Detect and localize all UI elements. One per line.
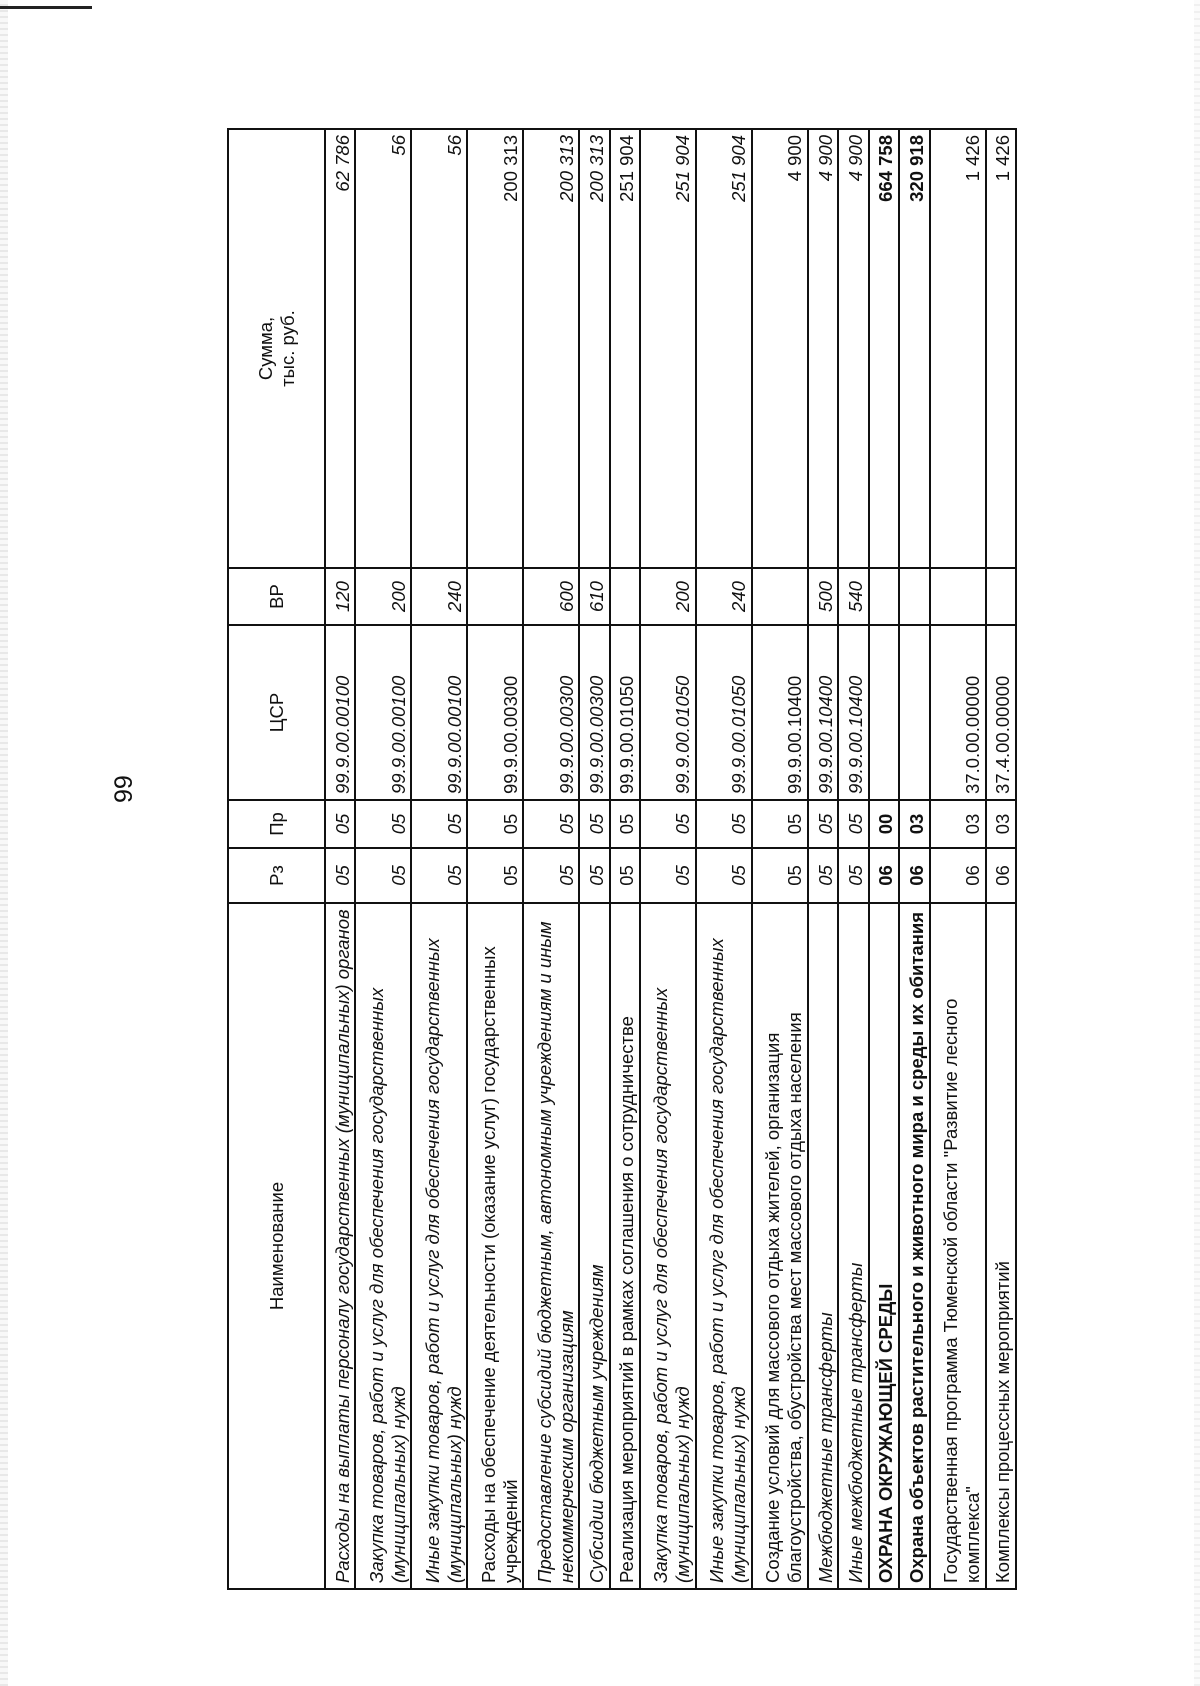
cell-sum: 4 900 xyxy=(838,129,868,568)
cell-csr: 99.9.00.10400 xyxy=(838,625,868,800)
cell-vr: 610 xyxy=(579,568,609,625)
cell-sum: 320 918 xyxy=(899,129,929,568)
cell-name: Предоставление субсидий бюджетным, автономным учреждениям и иным некоммерческим организациям xyxy=(523,903,579,1589)
cell-name: Закупка товаров, работ и услуг для обеспечения государственных (муниципальных) нужд xyxy=(640,903,696,1589)
cell-csr: 99.9.00.00100 xyxy=(411,625,467,800)
cell-rz: 06 xyxy=(986,848,1016,903)
cell-name: Иные межбюджетные трансферты xyxy=(838,903,868,1589)
table-row xyxy=(355,129,411,1589)
cell-pr: 05 xyxy=(838,800,868,848)
cell-rz: 05 xyxy=(838,848,868,903)
cell-vr: 600 xyxy=(523,568,579,625)
cell-sum: 251 904 xyxy=(610,129,640,568)
scan-edge-right xyxy=(1194,0,1200,1686)
table-row xyxy=(411,129,467,1589)
cell-sum: 4 900 xyxy=(752,129,808,568)
cell-csr: 99.9.00.00300 xyxy=(579,625,609,800)
cell-vr: 120 xyxy=(325,568,355,625)
header-csr: ЦСР xyxy=(228,625,325,800)
cell-name: Расходы на обеспечение деятельности (оказание услуг) государственных учреждений xyxy=(467,903,523,1589)
cell-name: Закупка товаров, работ и услуг для обеспечения государственных (муниципальных) нужд xyxy=(355,903,411,1589)
table-row xyxy=(838,129,868,1589)
cell-rz: 05 xyxy=(808,848,838,903)
table-row xyxy=(869,129,899,1589)
header-sum xyxy=(228,129,325,568)
cell-rz: 05 xyxy=(467,848,523,903)
cell-pr: 05 xyxy=(752,800,808,848)
table-row xyxy=(899,129,929,1589)
scan-edge-left xyxy=(0,0,8,1686)
cell-pr: 00 xyxy=(869,800,899,848)
header-pr: Пр xyxy=(228,800,325,848)
header-name: Наименование xyxy=(228,903,325,1589)
cell-csr: 99.9.00.10400 xyxy=(808,625,838,800)
table-row xyxy=(808,129,838,1589)
cell-pr: 05 xyxy=(696,800,752,848)
cell-csr: 99.9.00.01050 xyxy=(696,625,752,800)
cell-sum: 664 758 xyxy=(869,129,899,568)
cell-sum: 1 426 xyxy=(930,129,986,568)
cell-csr xyxy=(899,625,929,800)
cell-vr: 240 xyxy=(411,568,467,625)
cell-rz: 05 xyxy=(355,848,411,903)
cell-vr xyxy=(467,568,523,625)
cell-pr: 03 xyxy=(899,800,929,848)
table-row xyxy=(467,129,523,1589)
header-sum-line1: Сумма, xyxy=(254,316,276,381)
table-row xyxy=(325,129,355,1589)
cell-vr xyxy=(930,568,986,625)
cell-rz: 05 xyxy=(696,848,752,903)
cell-pr: 05 xyxy=(610,800,640,848)
budget-table xyxy=(227,128,1017,1590)
cell-vr: 240 xyxy=(696,568,752,625)
cell-rz: 05 xyxy=(411,848,467,903)
cell-vr xyxy=(869,568,899,625)
header-rz: Рз xyxy=(228,848,325,903)
cell-csr: 99.9.00.01050 xyxy=(640,625,696,800)
header-sum-line2: тыс. руб. xyxy=(276,310,298,387)
cell-pr: 03 xyxy=(986,800,1016,848)
cell-rz: 05 xyxy=(752,848,808,903)
cell-pr: 05 xyxy=(808,800,838,848)
cell-pr: 05 xyxy=(411,800,467,848)
cell-rz: 05 xyxy=(325,848,355,903)
cell-vr xyxy=(986,568,1016,625)
cell-sum: 200 313 xyxy=(579,129,609,568)
cell-name: Охрана объектов растительного и животного мира и среды их обитания xyxy=(899,903,929,1589)
cell-name: Субсидии бюджетным учреждениям xyxy=(579,903,609,1589)
cell-vr: 200 xyxy=(355,568,411,625)
cell-pr: 03 xyxy=(930,800,986,848)
cell-pr: 05 xyxy=(467,800,523,848)
cell-csr: 99.9.00.00300 xyxy=(523,625,579,800)
table-row xyxy=(610,129,640,1589)
cell-vr: 500 xyxy=(808,568,838,625)
table-row xyxy=(579,129,609,1589)
cell-rz: 05 xyxy=(523,848,579,903)
cell-name: Комплексы процессных мероприятий xyxy=(986,903,1016,1589)
header-vr: ВР xyxy=(228,568,325,625)
table-row xyxy=(986,129,1016,1589)
cell-sum: 1 426 xyxy=(986,129,1016,568)
cell-csr: 99.9.00.10400 xyxy=(752,625,808,800)
cell-pr: 05 xyxy=(640,800,696,848)
table-row xyxy=(640,129,696,1589)
cell-rz: 06 xyxy=(899,848,929,903)
cell-rz: 05 xyxy=(640,848,696,903)
cell-sum: 200 313 xyxy=(467,129,523,568)
table-header-row xyxy=(228,129,325,1589)
cell-pr: 05 xyxy=(579,800,609,848)
cell-sum: 4 900 xyxy=(808,129,838,568)
page-number: 99 xyxy=(110,775,138,803)
cell-csr xyxy=(869,625,899,800)
cell-rz: 06 xyxy=(869,848,899,903)
cell-name: Иные закупки товаров, работ и услуг для обеспечения государственных (муниципальных) нужд xyxy=(411,903,467,1589)
cell-pr: 05 xyxy=(325,800,355,848)
cell-name: Государственная программа Тюменской области "Развитие лесного комплекса" xyxy=(930,903,986,1589)
cell-csr: 99.9.00.00300 xyxy=(467,625,523,800)
cell-vr: 540 xyxy=(838,568,868,625)
cell-sum: 200 313 xyxy=(523,129,579,568)
cell-csr: 99.9.00.00100 xyxy=(355,625,411,800)
cell-name: Иные закупки товаров, работ и услуг для обеспечения государственных (муниципальных) нужд xyxy=(696,903,752,1589)
cell-csr: 37.4.00.00000 xyxy=(986,625,1016,800)
cell-pr: 05 xyxy=(523,800,579,848)
cell-sum: 56 xyxy=(355,129,411,568)
cell-name: Создание условий для массового отдыха жителей, организация благоустройства, обустройства мест массового отдыха населения xyxy=(752,903,808,1589)
cell-name: ОХРАНА ОКРУЖАЮЩЕЙ СРЕДЫ xyxy=(869,903,899,1589)
rotated-table-container xyxy=(227,130,1017,1590)
cell-name: Межбюджетные трансферты xyxy=(808,903,838,1589)
cell-rz: 06 xyxy=(930,848,986,903)
cell-name: Реализация мероприятий в рамках соглашения о сотрудничестве xyxy=(610,903,640,1589)
cell-sum: 56 xyxy=(411,129,467,568)
cell-csr: 99.9.00.00100 xyxy=(325,625,355,800)
cell-vr: 200 xyxy=(640,568,696,625)
table-row xyxy=(523,129,579,1589)
cell-pr: 05 xyxy=(355,800,411,848)
scan-mark xyxy=(0,6,92,9)
cell-csr: 99.9.00.01050 xyxy=(610,625,640,800)
cell-sum: 62 786 xyxy=(325,129,355,568)
cell-vr xyxy=(752,568,808,625)
cell-sum: 251 904 xyxy=(640,129,696,568)
cell-name: Расходы на выплаты персоналу государственных (муниципальных) органов xyxy=(325,903,355,1589)
cell-sum: 251 904 xyxy=(696,129,752,568)
cell-rz: 05 xyxy=(610,848,640,903)
cell-rz: 05 xyxy=(579,848,609,903)
table-row xyxy=(696,129,752,1589)
cell-csr: 37.0.00.00000 xyxy=(930,625,986,800)
table-row xyxy=(752,129,808,1589)
cell-vr xyxy=(610,568,640,625)
table-row xyxy=(930,129,986,1589)
cell-vr xyxy=(899,568,929,625)
